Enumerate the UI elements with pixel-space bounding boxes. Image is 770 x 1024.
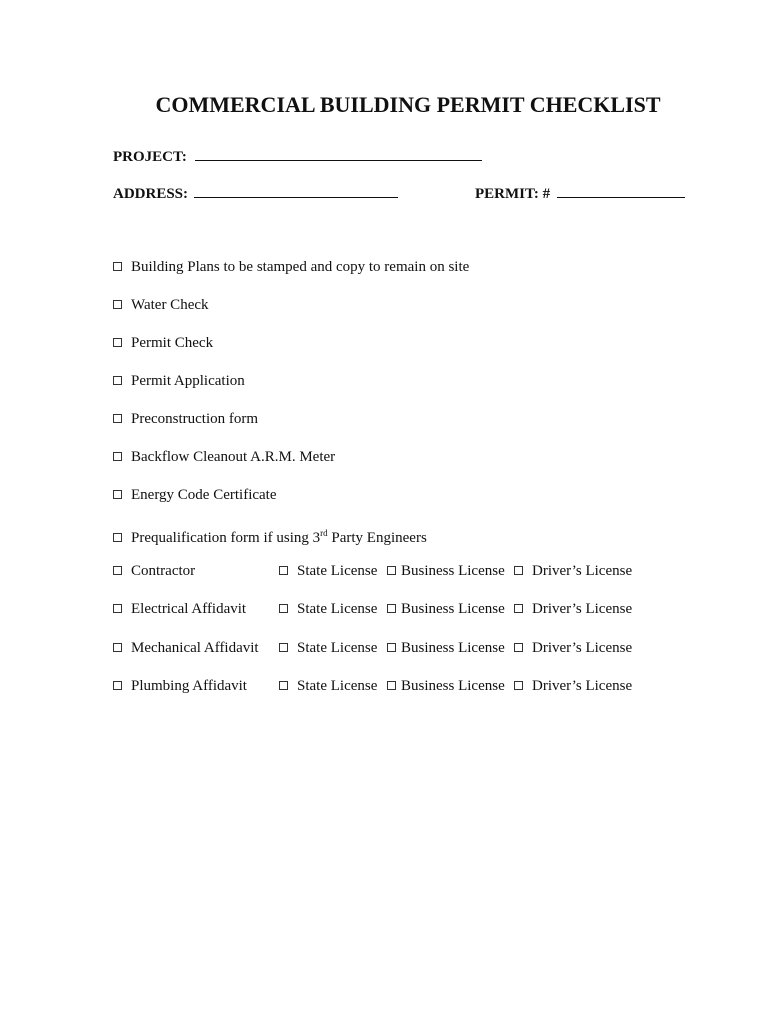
- state-license-label: State License: [297, 601, 378, 617]
- checklist-item[interactable]: [113, 371, 245, 391]
- checkbox[interactable]: [113, 376, 122, 385]
- checkbox[interactable]: [113, 338, 122, 347]
- checkbox[interactable]: [113, 604, 122, 613]
- checkbox[interactable]: [113, 566, 122, 575]
- license-row-label: Electrical Affidavit: [131, 601, 247, 617]
- checkbox[interactable]: [113, 533, 122, 542]
- checkbox[interactable]: [113, 490, 122, 499]
- business-license-label: Business License: [401, 640, 505, 656]
- license-row: [113, 561, 673, 581]
- checkbox[interactable]: [279, 566, 288, 575]
- license-row-label: Mechanical Affidavit: [131, 640, 259, 656]
- drivers-license-label: Driver’s License: [532, 601, 633, 617]
- checklist-item[interactable]: [113, 447, 335, 467]
- license-row-label: Contractor: [131, 563, 196, 579]
- drivers-license-label: Driver’s License: [532, 640, 633, 656]
- checkbox[interactable]: [387, 604, 396, 613]
- state-license-label: State License: [297, 563, 378, 579]
- checkbox[interactable]: [387, 643, 396, 652]
- checklist-item[interactable]: [113, 523, 427, 546]
- checklist-item-label: Water Check: [131, 297, 209, 313]
- business-license-label: Business License: [401, 678, 505, 694]
- checklist-item[interactable]: [113, 409, 258, 429]
- checklist-item-label: Backflow Cleanout A.R.M. Meter: [131, 449, 336, 465]
- address-blank-line[interactable]: [194, 183, 398, 198]
- checkbox[interactable]: [279, 643, 288, 652]
- checklist-item-label: Permit Check: [131, 335, 214, 351]
- license-row: [113, 676, 673, 696]
- checkbox[interactable]: [113, 300, 122, 309]
- project-label: PROJECT:: [113, 149, 187, 165]
- checkbox[interactable]: [514, 643, 523, 652]
- license-row: [113, 599, 673, 619]
- checkbox[interactable]: [514, 566, 523, 575]
- permit-number-blank-line[interactable]: [557, 183, 685, 198]
- permit-number-label: PERMIT: #: [475, 186, 551, 202]
- checklist-item-label: Preconstruction form: [131, 411, 259, 427]
- checklist-item[interactable]: [113, 295, 209, 315]
- checkbox[interactable]: [387, 681, 396, 690]
- checkbox[interactable]: [514, 681, 523, 690]
- checkbox[interactable]: [113, 681, 122, 690]
- checklist-item-label: Energy Code Certificate: [131, 487, 277, 503]
- checklist-item-label: Permit Application: [131, 373, 245, 389]
- address-field[interactable]: [113, 183, 398, 203]
- ordinal-suffix: rd: [320, 528, 328, 538]
- checkbox[interactable]: [387, 566, 396, 575]
- checklist-item-label: Building Plans to be stamped and copy to remain on site: [131, 259, 470, 275]
- drivers-license-label: Driver’s License: [532, 563, 633, 579]
- page-title: COMMERCIAL BUILDING PERMIT CHECKLIST: [155, 92, 661, 117]
- checkbox[interactable]: [113, 452, 122, 461]
- checklist-item[interactable]: [113, 257, 469, 277]
- checklist-item-label-end: Party Engineers: [327, 530, 427, 546]
- license-row: [113, 638, 673, 658]
- checklist-item[interactable]: [113, 333, 213, 353]
- checkbox[interactable]: [279, 604, 288, 613]
- checkbox[interactable]: [514, 604, 523, 613]
- business-license-label: Business License: [401, 563, 505, 579]
- project-blank-line[interactable]: [195, 146, 482, 161]
- drivers-license-label: Driver’s License: [532, 678, 633, 694]
- permit-number-field[interactable]: [475, 183, 685, 203]
- checkbox[interactable]: [113, 643, 122, 652]
- checkbox[interactable]: [113, 414, 122, 423]
- checklist-item[interactable]: [113, 485, 277, 505]
- address-label: ADDRESS:: [113, 186, 189, 202]
- state-license-label: State License: [297, 640, 378, 656]
- checkbox[interactable]: [113, 262, 122, 271]
- checkbox[interactable]: [279, 681, 288, 690]
- project-field[interactable]: [113, 146, 482, 166]
- checklist-item-label: Prequalification form if using 3: [131, 530, 321, 546]
- license-row-label: Plumbing Affidavit: [131, 678, 247, 694]
- state-license-label: State License: [297, 678, 378, 694]
- business-license-label: Business License: [401, 601, 505, 617]
